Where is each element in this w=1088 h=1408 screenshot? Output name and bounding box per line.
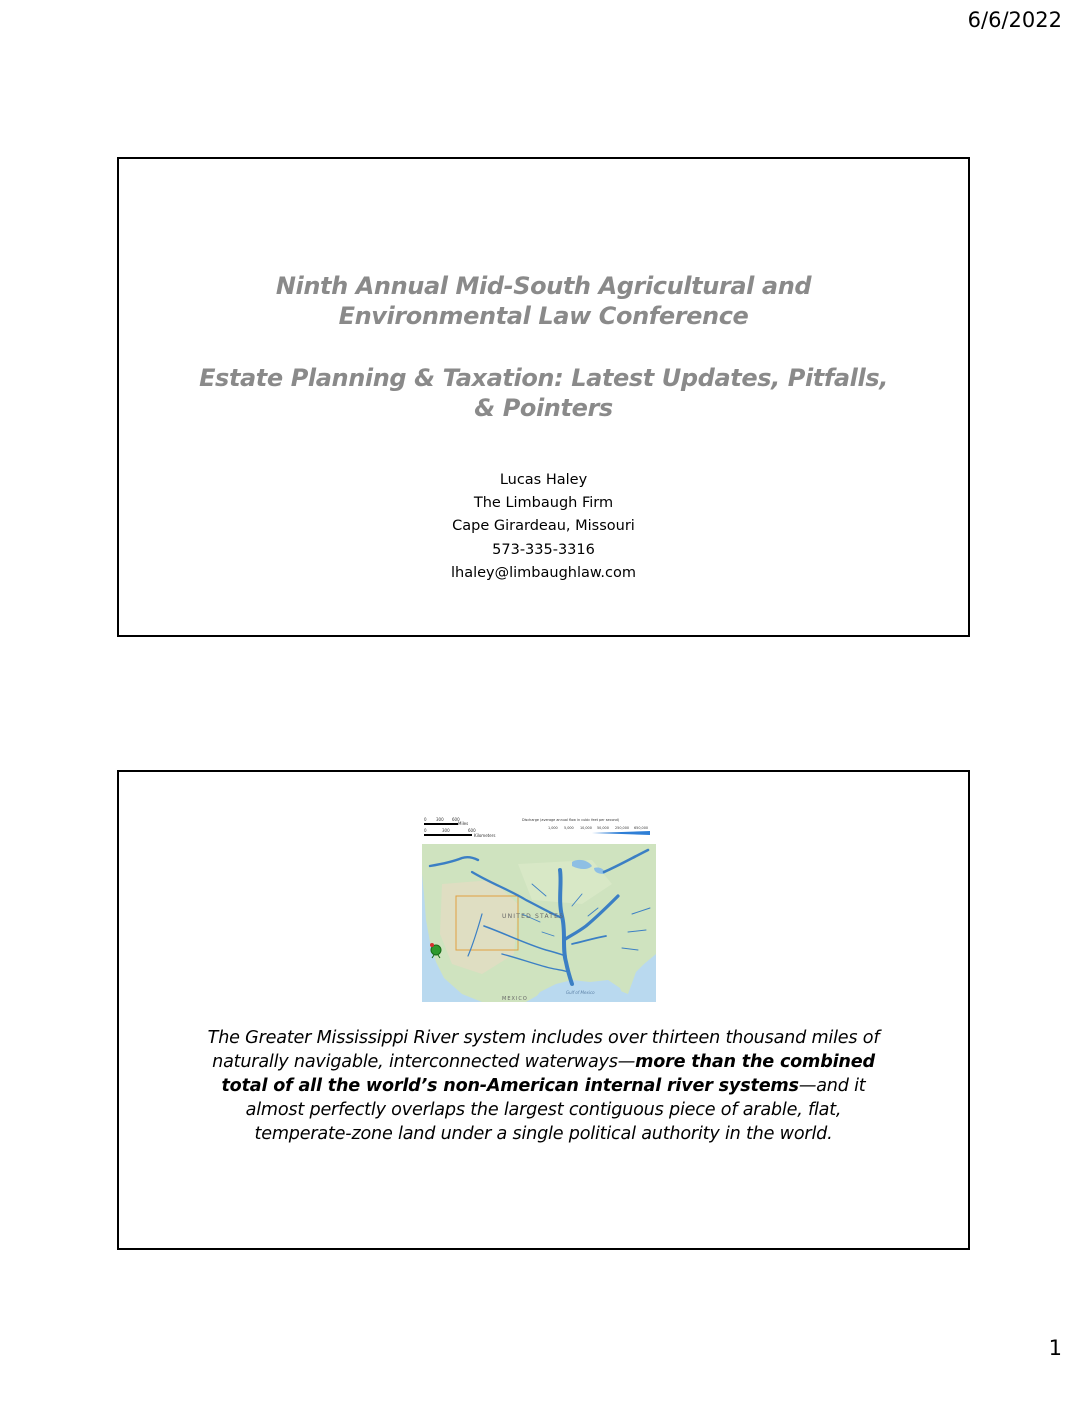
firm-location: Cape Girardeau, Missouri [452, 518, 635, 535]
legend-value-3: 50,000 [597, 826, 609, 830]
email-address: lhaley@limbaughlaw.com [450, 564, 636, 581]
quote-part-2: —and it almost perfectly overlaps the largest contiguous piece of arable, flat, temperate-zone land under a single political authority in the world. [245, 1076, 866, 1144]
title-slide [117, 157, 970, 637]
scale-miles-0: 0 [424, 817, 427, 822]
conference-title-line-1: Ninth Annual Mid-South Agricultural and [275, 272, 812, 300]
talk-title-line-1: Estate Planning & Taxation: Latest Updates, Pitfalls, [199, 364, 888, 392]
country-label: UNITED STATES [502, 913, 565, 920]
quote-bold: more than the combined total of all the world’s non-American internal river systems [221, 1052, 875, 1096]
river-system-slide [117, 770, 970, 1250]
scale-km-1: 300 [442, 828, 450, 833]
gulf-label: Gulf of Mexico [566, 990, 595, 995]
legend-value-5: 650,000 [634, 826, 649, 830]
phone-number: 573-335-3316 [492, 541, 595, 558]
scale-km-2: 600 [468, 828, 476, 833]
page-date: 6/6/2022 [967, 8, 1062, 32]
river-system-quote [199, 1026, 888, 1146]
map-legend [422, 816, 656, 842]
legend-value-0: 1,000 [548, 826, 558, 830]
legend-title: Discharge (average annual flow in cubic feet per second) [522, 818, 620, 822]
speaker-contact [119, 469, 968, 585]
page-number: 1 [1048, 1336, 1062, 1360]
talk-title-line-2: & Pointers [474, 394, 613, 422]
legend-value-2: 10,000 [580, 826, 592, 830]
river-map-figure [422, 816, 656, 1002]
scale-miles-2: 600 [452, 817, 460, 822]
legend-value-1: 5,000 [564, 826, 574, 830]
speaker-name: Lucas Haley [499, 472, 588, 488]
scale-km-unit: Kilometers [474, 833, 496, 838]
legend-value-4: 250,000 [615, 826, 630, 830]
scale-miles-unit: Miles [458, 821, 469, 826]
slide-title [119, 271, 968, 423]
firm-name: The Limbaugh Firm [473, 495, 614, 512]
scale-km-0: 0 [424, 828, 427, 833]
quote-part-1: The Greater Mississippi River system includes over thirteen thousand miles of naturally navigable, interconnected waterways— [207, 1028, 880, 1072]
mexico-label: MEXICO [502, 996, 528, 1002]
scale-miles-1: 300 [436, 817, 444, 822]
mississippi-river-map [422, 844, 656, 1002]
conference-title-line-2: Environmental Law Conference [338, 302, 749, 330]
